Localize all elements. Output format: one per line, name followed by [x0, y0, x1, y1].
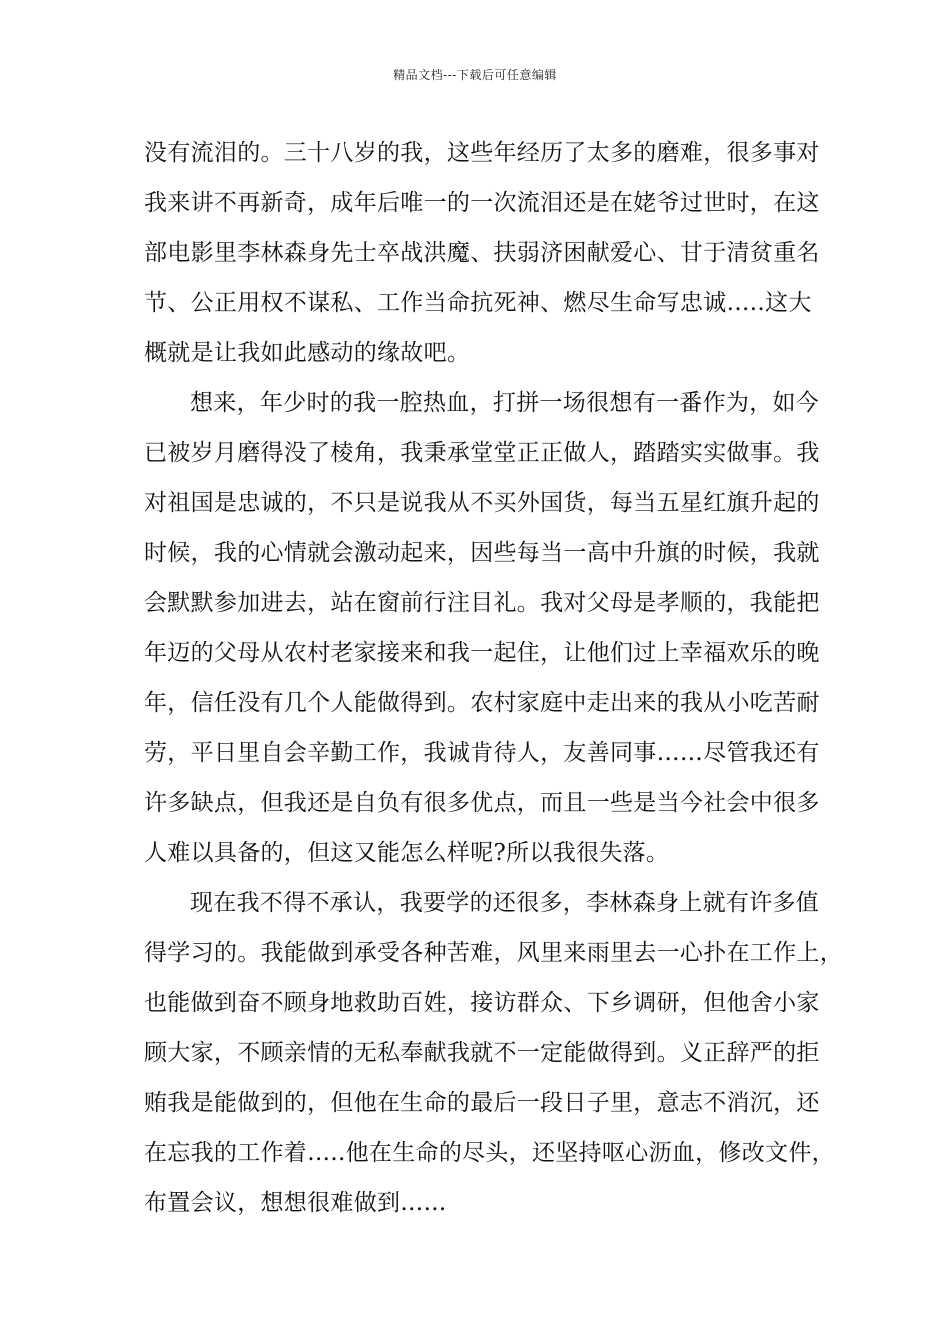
- page-header: 精品文档---下载后可任意编辑: [393, 68, 557, 82]
- text-line: 顾大家，不顾亲情的无私奉献我就不一定能做得到。义正辞严的拒: [144, 1040, 820, 1066]
- text-line: 没有流泪的。三十八岁的我，这些年经历了太多的磨难，很多事对: [144, 140, 820, 166]
- text-line: 节、公正用权不谋私、工作当命抗死神、燃尽生命写忠诚…..这大: [144, 290, 812, 316]
- text-line: 年，信任没有几个人能做得到。农村家庭中走出来的我从小吃苦耐: [144, 690, 820, 716]
- text-line: 对祖国是忠诚的，不只是说我从不买外国货，每当五星红旗升起的: [144, 490, 820, 516]
- text-line: 得学习的。我能做到承受各种苦难，风里来雨里去一心扑在工作上，: [144, 940, 843, 966]
- text-line: 在忘我的工作着…..他在生命的尽头，还坚持呕心沥血，修改文件，: [144, 1140, 835, 1166]
- text-line: 布置会议，想想很难做到…...: [144, 1190, 447, 1216]
- text-line: 概就是让我如此感动的缘故吧。: [144, 340, 471, 366]
- text-line: 也能做到奋不顾身地救助百姓，接访群众、下乡调研，但他舍小家: [144, 990, 820, 1016]
- text-line: 贿我是能做到的，但他在生命的最后一段日子里，意志不消沉，还: [144, 1090, 820, 1116]
- text-line: 劳，平日里自会辛勤工作，我诚肯待人，友善同事……尽管我还有: [144, 740, 820, 766]
- text-line: 会默默参加进去，站在窗前行注目礼。我对父母是孝顺的，我能把: [144, 590, 820, 616]
- text-line: 人难以具备的，但这又能怎么样呢?所以我很失落。: [144, 840, 670, 866]
- text-line: 时候，我的心情就会激动起来，因些每当一高中升旗的时候，我就: [144, 540, 820, 566]
- paragraph-first-line: 想来，年少时的我一腔热血，打拼一场很想有一番作为，如今: [190, 390, 820, 416]
- text-line: 年迈的父母从农村老家接来和我一起住，让他们过上幸福欢乐的晚: [144, 640, 820, 666]
- paragraph-first-line: 现在我不得不承认，我要学的还很多，李林森身上就有许多值: [190, 890, 820, 916]
- text-line: 我来讲不再新奇，成年后唯一的一次流泪还是在姥爷过世时，在这: [144, 190, 820, 216]
- text-line: 许多缺点，但我还是自负有很多优点，而且一些是当今社会中很多: [144, 790, 820, 816]
- text-line: 已被岁月磨得没了棱角，我秉承堂堂正正做人，踏踏实实做事。我: [144, 440, 820, 466]
- document-body: [144, 128, 843, 1228]
- text-line: 部电影里李林森身先士卒战洪魔、扶弱济困献爱心、甘于清贫重名: [144, 240, 820, 266]
